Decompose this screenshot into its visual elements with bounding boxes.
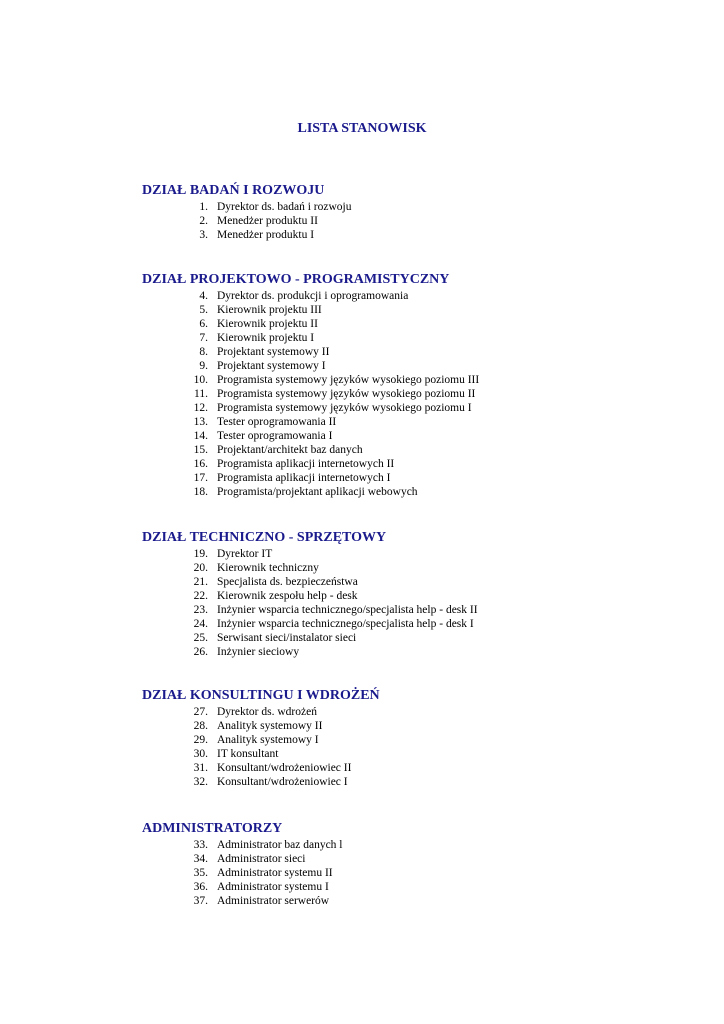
item-number: 23. [193,604,208,616]
list-item [142,200,702,214]
item-number: 27. [193,706,208,718]
item-number: 34. [193,853,208,865]
item-number: 15. [193,444,208,456]
item-label: Administrator systemu I [217,881,329,893]
item-label: Programista/projektant aplikacji webowych [217,486,418,498]
item-label: Programista systemowy języków wysokiego poziomu I [217,402,472,414]
list-item [142,457,702,471]
item-number: 25. [193,632,208,644]
section-heading: DZIAŁ TECHNICZNO - SPRZĘTOWY [142,530,387,545]
list-item [142,617,702,631]
item-number: 20. [193,562,208,574]
list-item [142,429,702,443]
item-label: Dyrektor ds. wdrożeń [217,706,317,718]
item-number: 9. [199,360,208,372]
list-item [142,645,702,659]
item-number: 24. [193,618,208,630]
item-number: 11. [194,388,208,400]
item-label: Tester oprogramowania II [217,416,337,428]
item-label: Serwisant sieci/instalator sieci [217,632,357,644]
list-item [142,775,702,789]
item-number: 28. [193,720,208,732]
item-number: 32. [193,776,208,788]
item-label: Konsultant/wdrożeniowiec II [217,762,352,774]
list-item [142,214,702,228]
item-label: Kierownik zespołu help - desk [217,590,358,602]
list-item [142,631,702,645]
item-number: 22. [193,590,208,602]
item-number: 1. [199,201,208,213]
item-number: 7. [199,332,208,344]
job-list [142,547,702,659]
list-item [142,880,702,894]
section-heading: ADMINISTRATORZY [142,821,283,836]
item-label: Kierownik techniczny [217,562,319,574]
item-label: Dyrektor IT [217,548,273,560]
list-item [142,228,702,242]
list-item [142,547,702,561]
item-label: Programista systemowy języków wysokiego poziomu III [217,374,480,386]
list-item [142,575,702,589]
item-label: Administrator systemu II [217,867,333,879]
item-number: 17. [193,472,208,484]
list-item [142,603,702,617]
item-number: 14. [193,430,208,442]
list-item [142,359,702,373]
item-number: 30. [193,748,208,760]
item-number: 36. [193,881,208,893]
item-label: Dyrektor ds. badań i rozwoju [217,201,352,213]
item-label: Tester oprogramowania I [217,430,333,442]
list-item [142,485,702,499]
list-item [142,331,702,345]
item-label: Analityk systemowy I [217,734,319,746]
section-heading: DZIAŁ KONSULTINGU I WDROŻEŃ [142,688,380,703]
item-number: 4. [199,290,208,302]
list-item [142,894,702,908]
item-label: Konsultant/wdrożeniowiec I [217,776,348,788]
section-heading: DZIAŁ PROJEKTOWO - PROGRAMISTYCZNY [142,272,450,287]
item-label: Administrator serwerów [217,895,330,907]
list-item [142,303,702,317]
item-label: Administrator sieci [217,853,306,865]
list-item [142,387,702,401]
item-label: Menedżer produktu I [217,229,315,241]
item-number: 21. [193,576,208,588]
list-item [142,345,702,359]
item-label: Programista systemowy języków wysokiego poziomu II [217,388,476,400]
job-list [142,838,702,908]
list-item [142,866,702,880]
item-label: Inżynier sieciowy [217,646,300,658]
item-label: Inżynier wsparcia technicznego/specjalista help - desk II [217,604,478,616]
list-item [142,443,702,457]
item-number: 16. [193,458,208,470]
item-number: 13. [193,416,208,428]
document-title: LISTA STANOWISK [297,121,427,136]
item-number: 19. [193,548,208,560]
item-label: Dyrektor ds. produkcji i oprogramowania [217,290,409,302]
item-label: Kierownik projektu II [217,318,318,330]
item-number: 31. [193,762,208,774]
section-badan-i-rozwoju [142,182,702,242]
item-number: 18. [193,486,208,498]
section-konsultingu-i-wdrozen [142,687,702,789]
item-label: Specjalista ds. bezpieczeństwa [217,576,358,588]
item-label: Kierownik projektu I [217,332,315,344]
job-list [142,705,702,789]
item-number: 6. [199,318,208,330]
section-heading: DZIAŁ BADAŃ I ROZWOJU [142,183,325,198]
list-item [142,705,702,719]
section-techniczno-sprzetowy [142,529,702,659]
item-number: 8. [199,346,208,358]
item-label: Inżynier wsparcia technicznego/specjalista help - desk I [217,618,474,630]
list-item [142,401,702,415]
item-label: Projektant systemowy II [217,346,330,358]
item-label: IT konsultant [217,748,279,760]
list-item [142,289,702,303]
section-projektowo-programistyczny [142,271,702,499]
section-administratorzy [142,820,702,908]
item-number: 5. [199,304,208,316]
item-label: Analityk systemowy II [217,720,323,732]
item-number: 26. [193,646,208,658]
item-label: Menedżer produktu II [217,215,318,227]
item-label: Programista aplikacji internetowych I [217,472,391,484]
list-item [142,373,702,387]
item-number: 37. [193,895,208,907]
list-item [142,471,702,485]
item-number: 33. [193,839,208,851]
list-item [142,761,702,775]
item-number: 29. [193,734,208,746]
list-item [142,415,702,429]
list-item [142,589,702,603]
item-label: Programista aplikacji internetowych II [217,458,395,470]
item-number: 12. [193,402,208,414]
item-number: 10. [193,374,208,386]
job-list [142,289,702,499]
item-label: Projektant/architekt baz danych [217,444,363,456]
list-item [142,317,702,331]
item-label: Projektant systemowy I [217,360,326,372]
list-item [142,838,702,852]
list-item [142,733,702,747]
item-label: Administrator baz danych l [217,839,343,851]
item-number: 3. [199,229,208,241]
list-item [142,747,702,761]
list-item [142,561,702,575]
list-item [142,852,702,866]
item-number: 35. [193,867,208,879]
job-list [142,200,702,242]
list-item [142,719,702,733]
item-number: 2. [199,215,208,227]
item-label: Kierownik projektu III [217,304,322,316]
